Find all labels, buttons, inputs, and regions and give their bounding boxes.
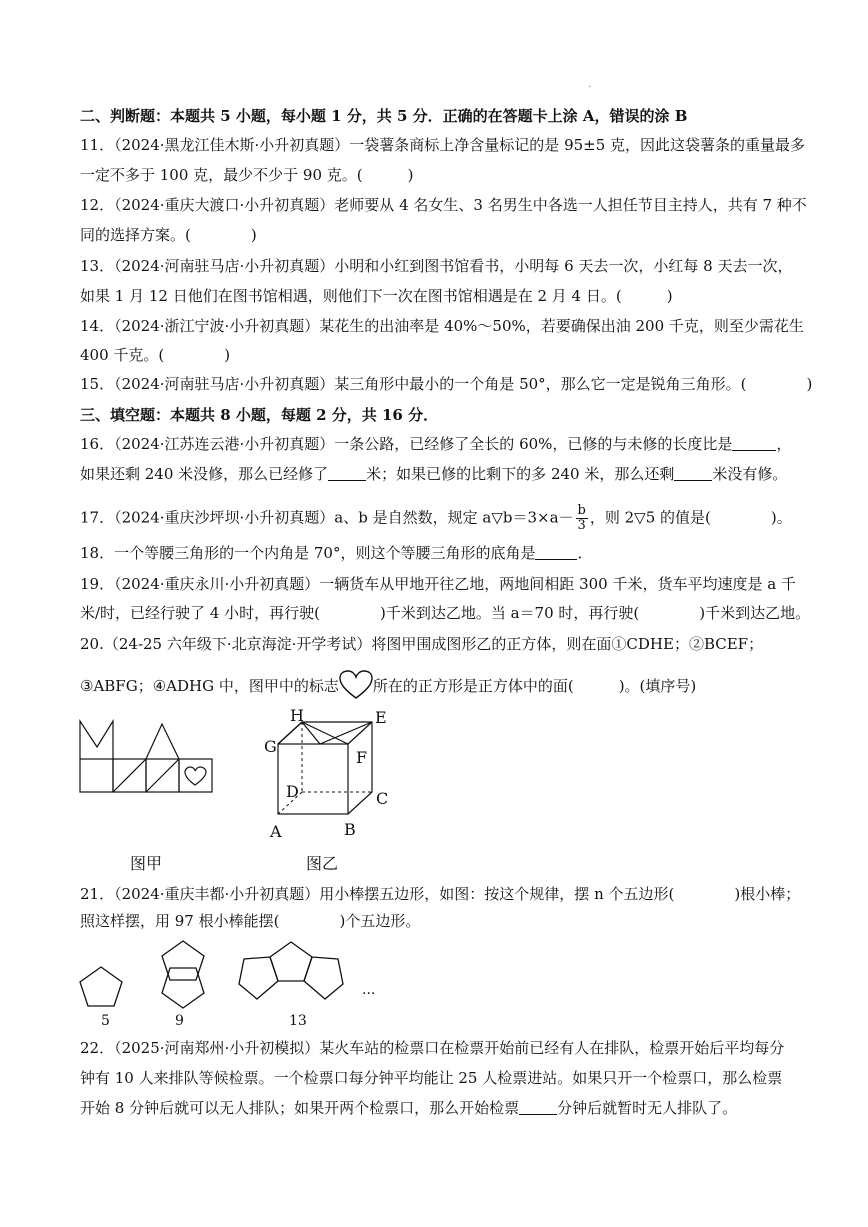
cube-label-d: D	[286, 782, 299, 801]
q18-text-a: 18．一个等腰三角形的一个内角是 70°，则这个等腰三角形的底角是	[80, 544, 536, 562]
section-fill-heading: 三、填空题：本题共 8 小题，每题 2 分，共 16 分．	[80, 406, 439, 424]
q12-line2: 同的选择方案。( )	[80, 226, 257, 244]
q16-blank-repaired[interactable]	[328, 466, 366, 481]
q19-line2: 米/时，已经行驶了 4 小时，再行驶( )千米到达乙地。当 a＝70 时，再行驶( )千米到达乙地。	[80, 604, 811, 622]
cube-label-c: C	[376, 789, 389, 808]
q17-numerator: b	[577, 503, 586, 518]
cube-label-b: B	[344, 820, 356, 839]
q22-blank[interactable]	[519, 1100, 557, 1115]
q21-line1: 21．（2024·重庆丰都·小升初真题）用小棒摆五边形，如图：按这个规律，摆 n 个五边形( )根小棒；	[80, 885, 801, 903]
caption-jia: 图甲	[130, 854, 163, 873]
heart-icon	[339, 670, 373, 700]
q16-text-b: ，	[776, 435, 792, 453]
cube-label-a: A	[270, 822, 282, 841]
q22-text-a: 开始 8 分钟后就可以无人排队；如果开两个检票口，那么开始检票	[80, 1099, 520, 1117]
cube-label-g: G	[264, 737, 277, 756]
q16-line1	[80, 434, 791, 454]
q20-line1: 20.（24-25 六年级下·北京海淀·开学考试）将图甲围成图形乙的正方体，则在面①CDHE；②BCEF；	[80, 635, 764, 653]
q14-line2: 400 千克。( )	[80, 346, 231, 364]
page-dot: ·	[588, 82, 592, 93]
figure-pentagons	[72, 935, 372, 1015]
q16-text-a: 16．（2024·江苏连云港·小升初真题）一条公路，已经修了全长的 60%，已修的与未修的长度比是	[80, 435, 733, 453]
q20-text-b: 所在的正方形是正方体中的面( )。(填序号)	[372, 677, 697, 695]
q17-text-b: ，则 2▽5 的值是( )。	[589, 508, 792, 527]
q17-line	[80, 504, 792, 533]
pentagon-count-3: 13	[289, 1013, 307, 1029]
q16-blank-ratio[interactable]	[732, 436, 776, 451]
cube-label-h: H	[290, 706, 304, 725]
net-heart-icon	[185, 767, 206, 785]
q16-text-c: 如果还剩 240 米没修，那么已经修了	[80, 465, 329, 483]
q20-line2	[80, 670, 696, 700]
q11-line2: 一定不多于 100 克，最少不少于 90 克。( )	[80, 166, 414, 184]
pentagon-count-2: 9	[175, 1013, 184, 1029]
q16-blank-remaining[interactable]	[674, 466, 712, 481]
q18-blank[interactable]	[535, 545, 577, 560]
section-judgment-heading: 二、判断题：本题共 5 小题，每小题 1 分，共 5 分．正确的在答题卡上涂 A，错误的涂 B	[80, 107, 688, 125]
q16-line2	[80, 464, 787, 484]
q11-line1: 11．（2024·黑龙江佳木斯·小升初真题）一袋薯条商标上净含量标记的是 95±5 克，因此这袋薯条的重量最多	[80, 136, 806, 154]
q14-line1: 14．（2024·浙江宁波·小升初真题）某花生的出油率是 40%～50%，若要确保出油 200 千克，则至少需花生	[80, 317, 804, 335]
q22-text-b: 分钟后就暂时无人排队了。	[557, 1099, 738, 1117]
pentagon-count-1: 5	[101, 1013, 110, 1029]
pentagon-ellipsis: ...	[362, 982, 376, 998]
q20-text-a: ③ABFG；④ADHG 中，图甲中的标志	[80, 677, 339, 695]
q17-denominator: 3	[577, 518, 586, 533]
q17-fraction	[576, 504, 588, 533]
q17-text-a: 17．（2024·重庆沙坪坝·小升初真题）a、b 是自然数，规定 a▽b＝3×a－	[80, 508, 574, 527]
q22-line3	[80, 1098, 737, 1118]
q16-text-d: 米；如果已修的比剩下的多 240 米，那么还剩	[366, 465, 675, 483]
q12-line1: 12．（2024·重庆大渡口·小升初真题）老师要从 4 名女生、3 名男生中各选一人担任节目主持人，共有 7 种不	[80, 196, 807, 214]
cube-label-e: E	[375, 708, 387, 727]
q18-text-b: ．	[577, 544, 593, 562]
figure-net-jia	[78, 718, 218, 798]
q22-line2: 钟有 10 人来排队等候检票。一个检票口每分钟平均能让 25 人检票进站。如果只开一个检票口，那么检票	[80, 1069, 783, 1087]
q13-line1: 13．（2024·河南驻马店·小升初真题）小明和小红到图书馆看书，小明每 6 天去一次，小红每 8 天去一次，	[80, 257, 793, 275]
q18-line	[80, 543, 592, 563]
q19-line1: 19．（2024·重庆永川·小升初真题）一辆货车从甲地开往乙地，两地间相距 300 千米，货车平均速度是 a 千	[80, 575, 796, 593]
q15-line: 15．（2024·河南驻马店·小升初真题）某三角形中最小的一个角是 50°，那么它一定是锐角三角形。( )	[80, 375, 813, 393]
caption-yi: 图乙	[306, 854, 339, 873]
q16-text-e: 米没有修。	[712, 465, 788, 483]
q13-line2: 如果 1 月 12 日他们在图书馆相遇，则他们下一次在图书馆相遇是在 2 月 4 日。( )	[80, 287, 673, 305]
cube-label-f: F	[356, 748, 368, 767]
q22-line1: 22．（2025·河南郑州·小升初模拟）某火车站的检票口在检票开始前已经有人在排队，检票开始后平均每分	[80, 1039, 785, 1057]
q21-line2: 照这样摆，用 97 根小棒能摆( )个五边形。	[80, 912, 421, 930]
